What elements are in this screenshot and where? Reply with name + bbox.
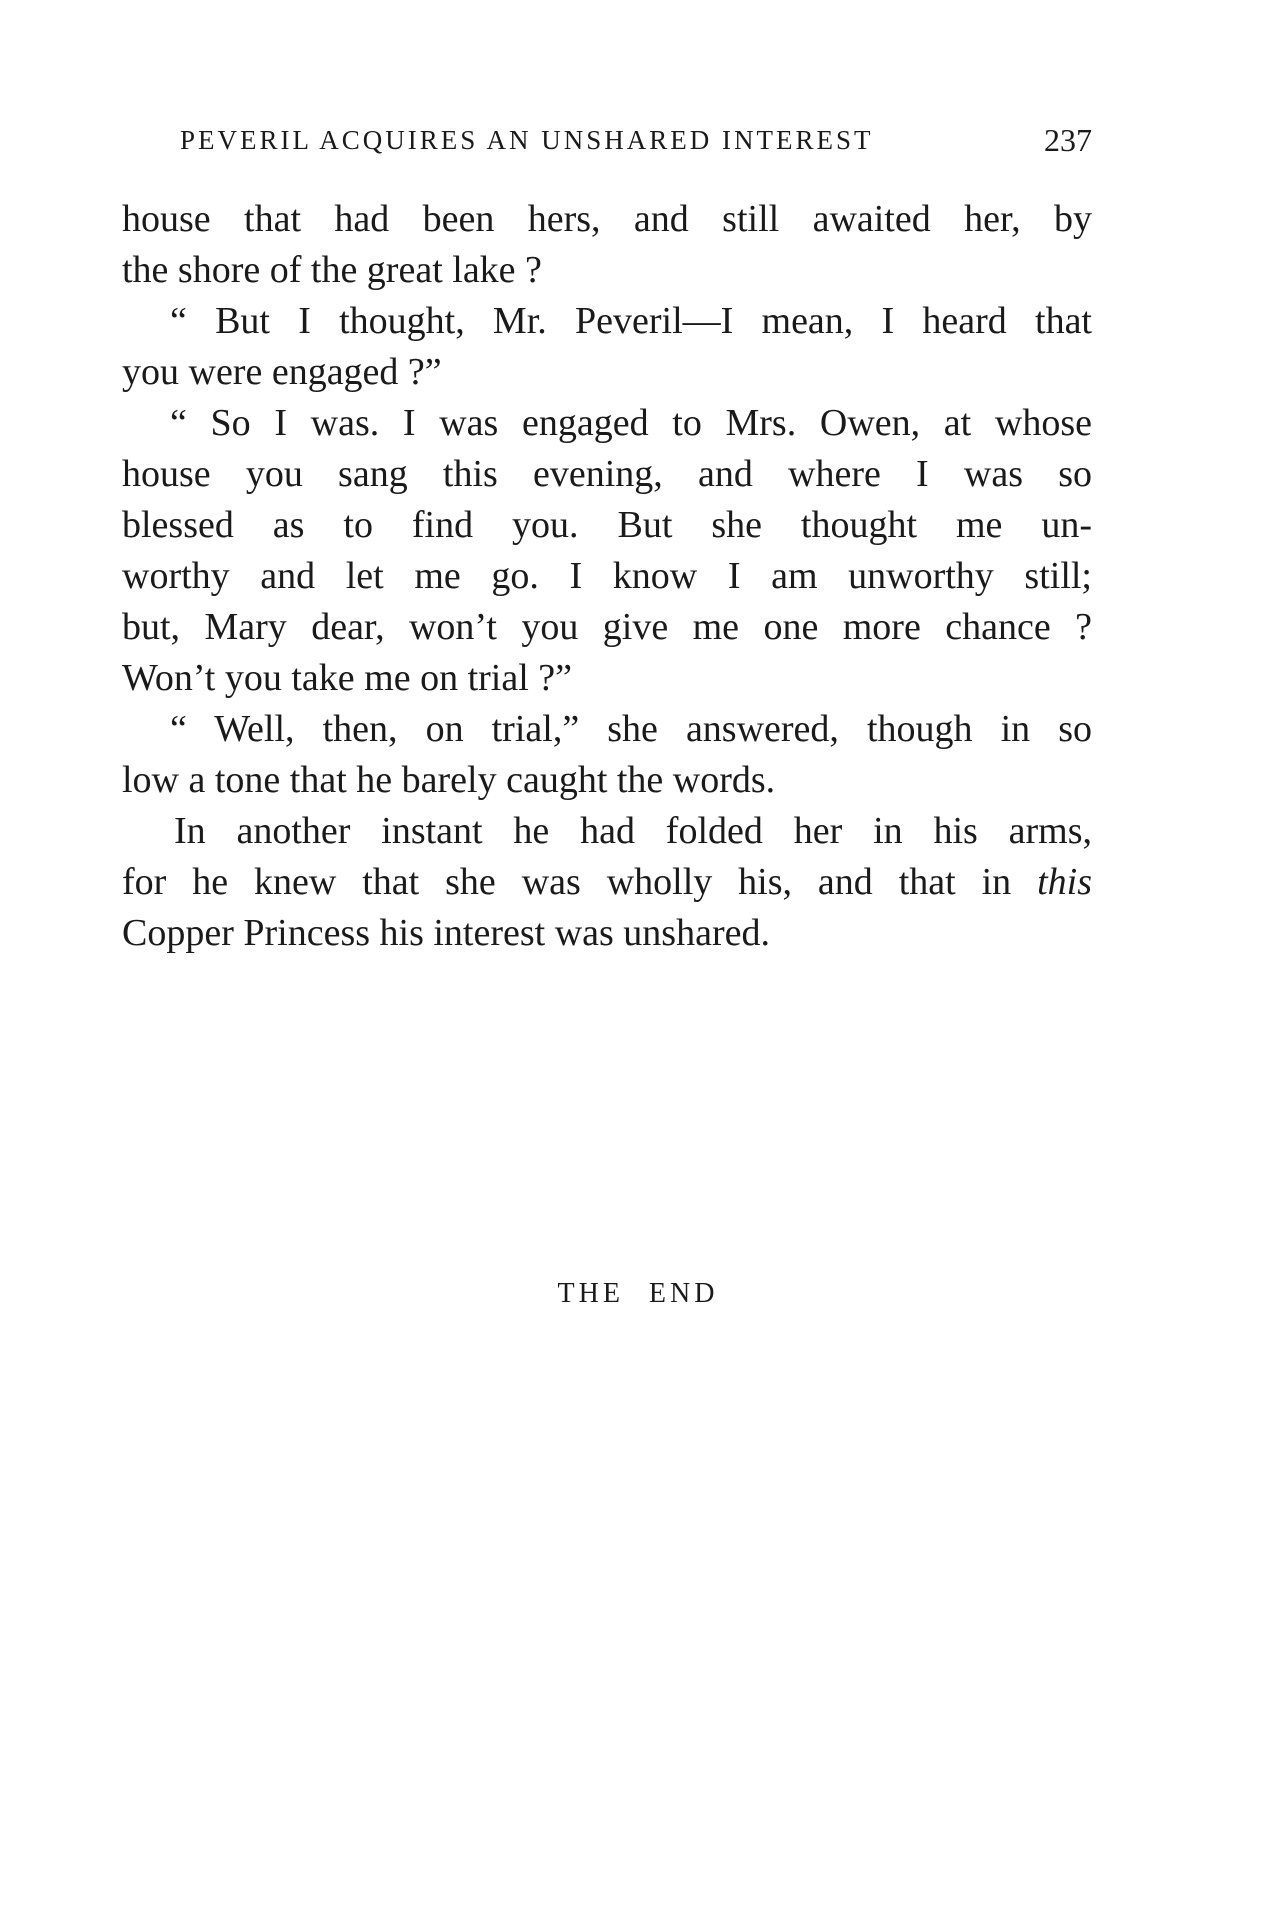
text-line: blessed as to find you. But she thought me un- — [122, 504, 1092, 546]
text-line-with-italic — [122, 857, 1092, 908]
text-line: the shore of the great lake ? — [122, 249, 542, 291]
running-head — [180, 120, 1092, 160]
text-line: worthy and let me go. I know I am unworthy still; — [122, 555, 1092, 597]
text-line: In another instant he had folded her in his arms, — [174, 810, 1092, 852]
text-line: “ But I thought, Mr. Peveril—I mean, I heard that — [170, 300, 1092, 342]
text-line: “ So I was. I was engaged to Mrs. Owen, at whose — [170, 402, 1092, 444]
body-text — [122, 194, 1092, 959]
text-line: “ Well, then, on trial,” she answered, though in so — [170, 708, 1092, 750]
text-line: house you sang this evening, and where I was so — [122, 453, 1092, 495]
running-head-title: PEVERIL ACQUIRES AN UNSHARED INTEREST — [180, 125, 874, 155]
text-line: you were engaged ?” — [122, 351, 442, 393]
text-line: Won’t you take me on trial ?” — [122, 657, 572, 699]
italic-word: this — [1037, 861, 1092, 903]
text-line-start: for he knew that she was wholly his, and that in — [122, 861, 1038, 903]
page-number: 237 — [1044, 122, 1092, 158]
text-line: low a tone that he barely caught the words. — [122, 759, 776, 801]
text-line: house that had been hers, and still awaited her, by — [122, 198, 1092, 240]
text-line: Copper Princess his interest was unshared. — [122, 912, 770, 954]
the-end-mark: THE END — [557, 1278, 719, 1309]
text-line: but, Mary dear, won’t you give me one more chance ? — [122, 606, 1092, 648]
